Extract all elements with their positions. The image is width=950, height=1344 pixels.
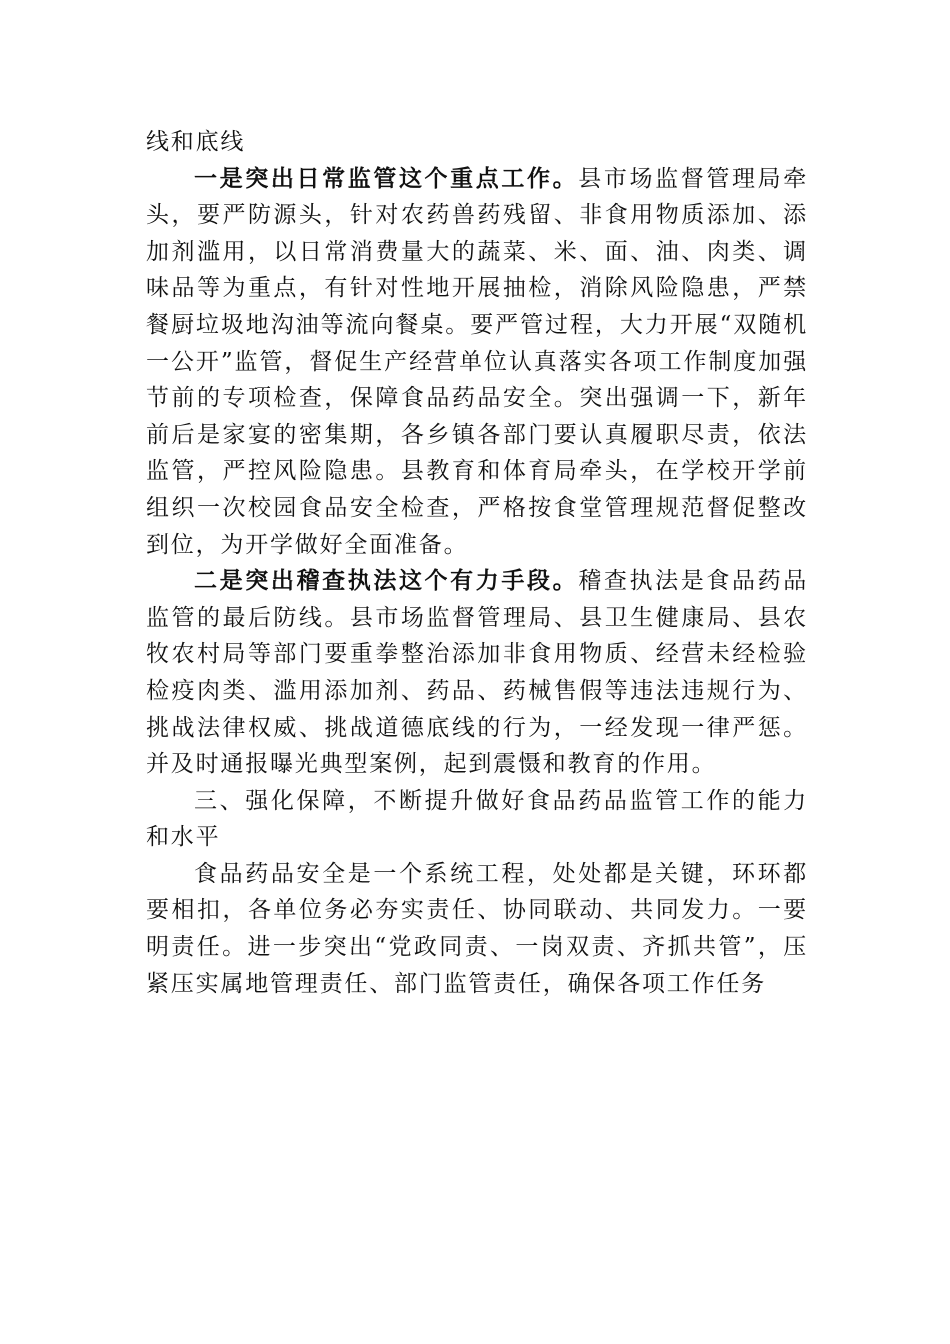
- paragraph-lead: 二是突出稽查执法这个有力手段。: [194, 568, 579, 595]
- paragraph-enforcement: [146, 563, 808, 783]
- paragraph-daily-supervision: [146, 161, 808, 564]
- paragraph-lead: 一是突出日常监管这个重点工作。: [194, 165, 579, 192]
- section-heading: 三、强化保障，不断提升做好食品药品监管工作的能力和水平: [146, 787, 808, 851]
- paragraph-body: 县市场监督管理局牵头，要严防源头，针对农药兽药残留、非食用物质添加、添加剂滥用，以日常消费量大的蔬菜、米、面、油、肉类、调味品等为重点，有针对性地开展抽检，消除风险隐患，严禁餐厨垃圾地沟油等流向餐桌。要严管过程，大力开展“双随机一公开”监管，督促生产经营单位认真落实各项工作制度加强节前的专项检查，保障食品药品安全。突出强调一下，新年前后是家宴的密集期，各乡镇各部门要认真履职尽责，依法监管，严控风险隐患。县教育和体育局牵头，在学校开学前组织一次校园食品安全检查，严格按食堂管理规范督促整改到位，为开学做好全面准备。: [146, 165, 809, 558]
- paragraph-system-engineering: 食品药品安全是一个系统工程，处处都是关键，环环都要相扣，各单位务必夯实责任、协同联动、共同发力。一要明责任。进一步突出“党政同责、一岗双责、齐抓共管”，压紧压实属地管理责任、部门监管责任，确保各项工作任务: [146, 860, 808, 997]
- paragraph-body: 稽查执法是食品药品监管的最后防线。县市场监督管理局、县卫生健康局、县农牧农村局等部门要重拳整治添加非食用物质、经营未经检验检疫肉类、滥用添加剂、药品、药械售假等违法违规行为、挑战法律权威、挑战道德底线的行为，一经发现一律严惩。并及时通报曝光典型案例，起到震慑和教育的作用。: [146, 568, 809, 778]
- continued-heading: 线和底线: [146, 129, 246, 155]
- document-page: [146, 124, 808, 1002]
